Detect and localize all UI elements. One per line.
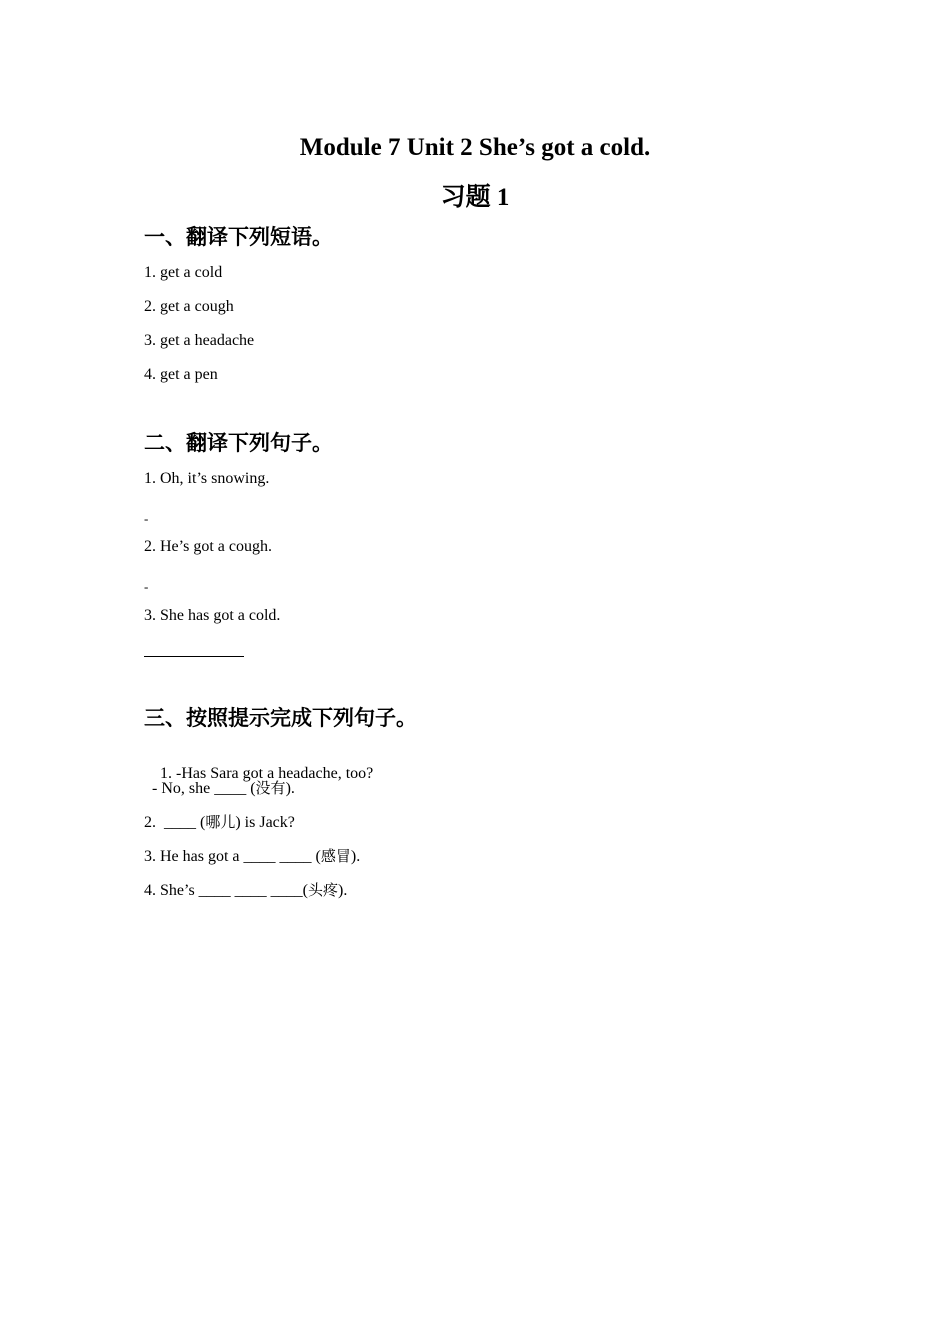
completion-item-2-hint: 哪儿 [205, 813, 236, 831]
completion-item-2-post: ) is Jack? [235, 814, 295, 831]
answer-blank-mark-2: - [144, 579, 149, 594]
completion-item-1-answer-pre: - No, she ____ ( [144, 780, 256, 797]
completion-item-1-text: 1. -Has Sara got a headache, too? [160, 765, 374, 782]
phrase-item-3: 3. get a headache [144, 332, 255, 349]
section-3-heading: 三、按照提示完成下列句子。 [144, 706, 417, 730]
completion-item-3-hint: 感冒 [320, 847, 351, 865]
completion-item-4-post: ). [338, 882, 348, 899]
completion-item-3-pre: 3. He has got a ____ ____ ( [144, 848, 321, 865]
answer-blank-mark-1: - [144, 511, 149, 526]
page-subtitle: 习题 1 [440, 184, 510, 211]
completion-item-4 [144, 880, 347, 901]
completion-item-1-answer-hint: 没有 [255, 779, 286, 797]
section-1-heading: 一、翻译下列短语。 [144, 225, 333, 249]
completion-item-1-answer [144, 778, 295, 799]
completion-item-2-pre: 2. ____ ( [144, 814, 206, 831]
completion-item-4-pre: 4. She’s ____ ____ ____( [144, 882, 308, 899]
answer-blank-line [144, 656, 244, 657]
completion-item-1-answer-post: ). [285, 780, 295, 797]
completion-item-2 [144, 812, 295, 833]
completion-item-3-post: ). [350, 848, 361, 865]
phrase-item-2: 2. get a cough [144, 298, 234, 315]
phrase-item-1: 1. get a cold [144, 264, 223, 281]
page-title: Module 7 Unit 2 She’s got a cold. [299, 134, 651, 161]
completion-item-4-hint: 头疼 [308, 881, 339, 899]
section-2-heading: 二、翻译下列句子。 [144, 431, 333, 455]
sentence-item-3: 3. She has got a cold. [144, 607, 281, 624]
phrase-item-4: 4. get a pen [144, 366, 218, 383]
sentence-item-2: 2. He’s got a cough. [144, 538, 272, 555]
sentence-item-1: 1. Oh, it’s snowing. [144, 470, 270, 487]
completion-item-3 [144, 846, 360, 867]
